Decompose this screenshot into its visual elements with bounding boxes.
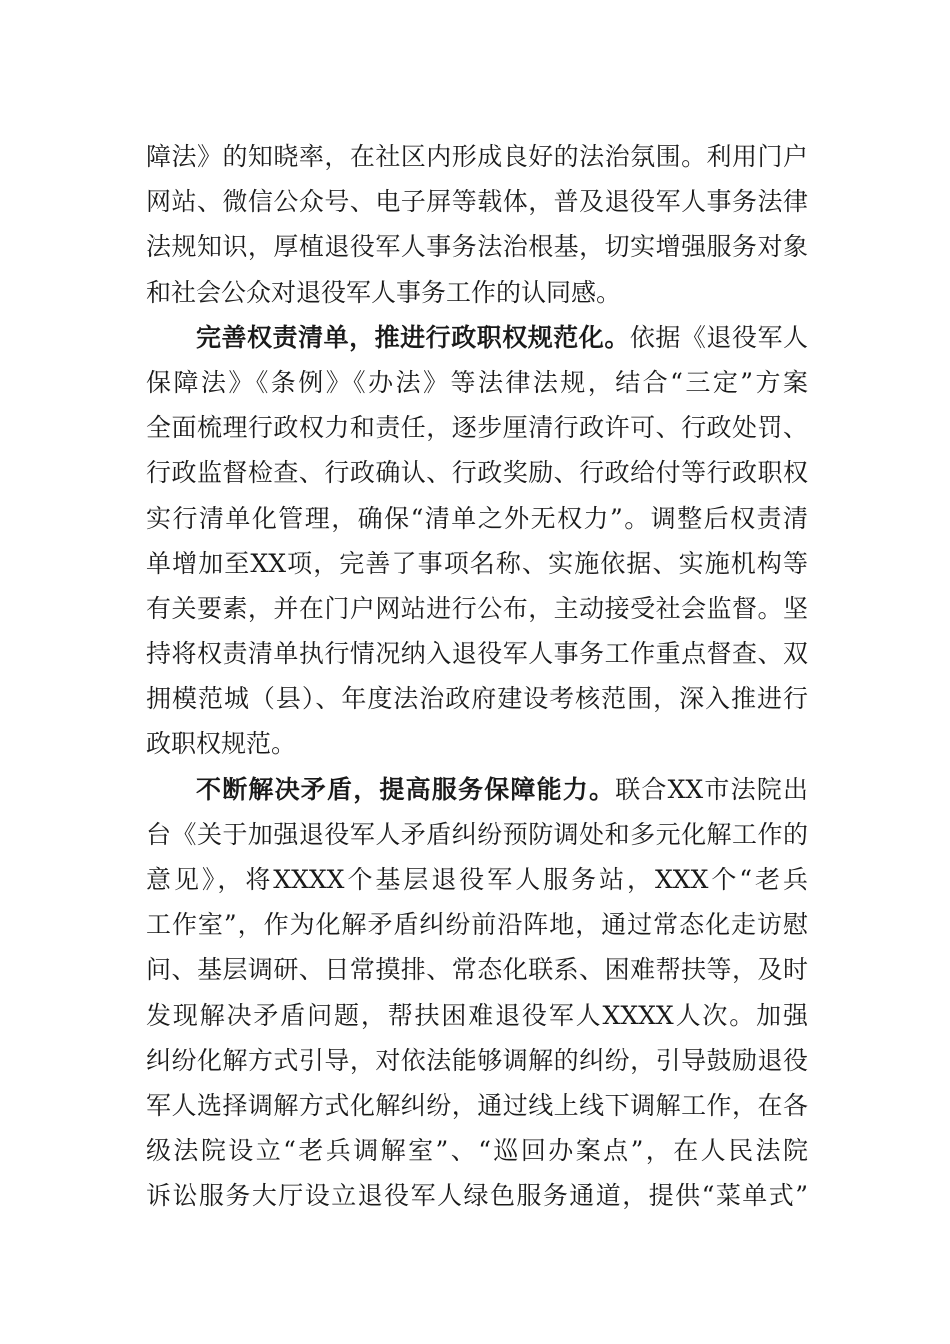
paragraph-heading: 不断解决矛盾，提高服务保障能力。 bbox=[196, 774, 616, 804]
paragraph-line: 发现解决矛盾问题，帮扶困难退役军人XXXX人次。加强 bbox=[146, 1000, 808, 1030]
paragraph-line: 和社会公众对退役军人事务工作的认同感。 bbox=[146, 277, 622, 307]
paragraph-line: 单增加至XX项，完善了事项名称、实施依据、实施机构等 bbox=[146, 548, 808, 578]
paragraph-2 bbox=[146, 315, 808, 767]
paragraph-line: 网站、微信公众号、电子屏等载体，普及退役军人事务法律 bbox=[146, 187, 808, 217]
paragraph-first-line bbox=[146, 315, 808, 360]
paragraph-text: 依据《退役军人 bbox=[629, 322, 808, 352]
paragraph-line: 纠纷化解方式引导，对依法能够调解的纠纷，引导鼓励退役 bbox=[146, 1045, 808, 1075]
paragraph-line: 有关要素，并在门户网站进行公布，主动接受社会监督。坚 bbox=[146, 593, 808, 623]
paragraph-first-line bbox=[146, 767, 808, 812]
document-body bbox=[146, 134, 808, 1219]
paragraph-line: 军人选择调解方式化解纠纷，通过线上线下调解工作，在各 bbox=[146, 1090, 808, 1120]
paragraph-line: 台《关于加强退役军人矛盾纠纷预防调处和多元化解工作的 bbox=[146, 819, 808, 849]
paragraph-line: 拥模范城（县）、年度法治政府建设考核范围，深入推进行 bbox=[146, 684, 808, 714]
paragraph-1 bbox=[146, 134, 808, 315]
paragraph-line: 法规知识，厚植退役军人事务法治根基，切实增强服务对象 bbox=[146, 232, 808, 262]
paragraph-line: 级法院设立“老兵调解室”、“巡回办案点”，在人民法院 bbox=[146, 1136, 808, 1166]
paragraph-text: 联合XX市法院出 bbox=[615, 774, 808, 804]
paragraph-line: 全面梳理行政权力和责任，逐步厘清行政许可、行政处罚、 bbox=[146, 413, 808, 443]
paragraph-line: 持将权责清单执行情况纳入退役军人事务工作重点督查、双 bbox=[146, 639, 808, 669]
paragraph-line: 意见》，将XXXX个基层退役军人服务站，XXX个“老兵 bbox=[146, 865, 808, 894]
paragraph-line: 诉讼服务大厅设立退役军人绿色服务通道，提供“菜单式” bbox=[146, 1181, 808, 1211]
paragraph-heading: 完善权责清单，推进行政职权规范化。 bbox=[196, 322, 630, 352]
paragraph-line: 问、基层调研、日常摸排、常态化联系、困难帮扶等，及时 bbox=[146, 955, 808, 985]
paragraph-line: 政职权规范。 bbox=[146, 729, 297, 759]
paragraph-line: 保障法》《条例》《办法》等法律法规，结合“三定”方案 bbox=[146, 367, 808, 397]
paragraph-line: 实行清单化管理，确保“清单之外无权力”。调整后权责清 bbox=[146, 503, 808, 533]
paragraph-line: 行政监督检查、行政确认、行政奖励、行政给付等行政职权 bbox=[146, 458, 808, 488]
paragraph-3 bbox=[146, 767, 808, 1219]
paragraph-line: 工作室”，作为化解矛盾纠纷前沿阵地，通过常态化走访慰 bbox=[146, 910, 808, 940]
paragraph-line: 障法》的知晓率，在社区内形成良好的法治氛围。利用门户 bbox=[146, 142, 808, 171]
